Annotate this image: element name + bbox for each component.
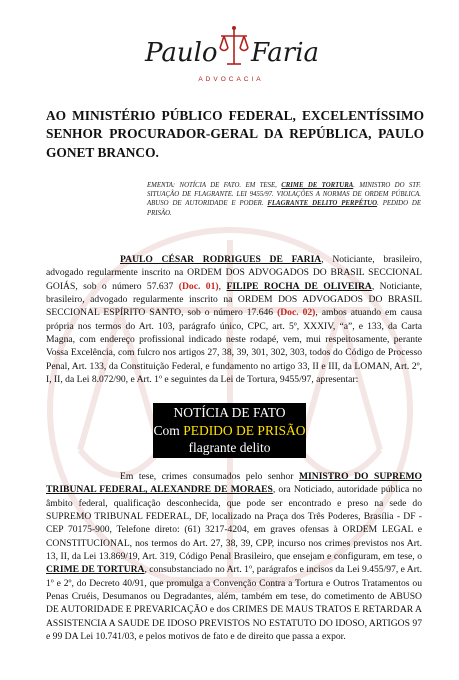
doc-reference-1: (Doc. 01) [178, 280, 219, 292]
paragraph-text: , consubstanciado no Art. 1º, parágrafos e incisos da Lei 9.455/97, e Art. 1º e 2º, do Decreto 40/91, que promulga a Convenção Contra a Tortura e Outros Tratamentos ou Penas Cruéis, Desumanos ou Degradantes, além, também em tese, do cometimento de ABUSO DE AUTORIDADE E PREVARICAÇÃO e dos CRIMES DE MAUS TRATOS E RETARDAR A ASSISTENCIA A SAUDE DE IDOSO PREVISTOS NO ESTATUTO DO IDOSO, ARTIGOS 97 e 99 DA Lei 10.741/03, e pelos motivos de fato e de direito que passa a expor. [46, 564, 422, 643]
logo-subtitle: ADVOCACIA [198, 76, 264, 83]
paragraph-text: , ambos atuando em causa própria nos termos do Art. 103, parágrafo único, CPC, art. 5º, XXXIV, “a”, e 133, da Carta Magna, com endereço profissional indicado neste rodapé, vem, mui respeitosamente, perante Vossa Excelência, com fulcro nos artigos 27, 38, 39, 301, 302, 303, todos do Código de Processo Penal, Art. 133, da Constituição Federal, e fundamento no artigo 33, II e III, da LOMAN, Art. 2º, I, II, da Lei 8.072/90, e Art. 1º e seguintes da Lei de Tortura, 9455/97, apresentar: [46, 307, 422, 386]
ementa-summary [147, 181, 421, 218]
ementa-text: EMENTA: NOTÍCIA DE FATO. EM TESE, [147, 182, 282, 189]
logo-name-left: Paulo [145, 38, 218, 68]
ementa-text: . MINISTRO DO STF. SITUAÇÃO DE FLAGRANTE. LEI 9455/97. VIOLAÇÕES A NORMAS DE ORDEM PÚBLICA. ABUSO DE AUTORIDADE E PODER. [147, 182, 421, 208]
doc-reference-2: (Doc. 02) [277, 307, 316, 319]
addressee-heading: AO MINISTÉRIO PÚBLICO FEDERAL, EXCELENTÍSSIMO SENHOR PROCURADOR-GERAL DA REPÚBLICA, PAULO GONET BRANCO. [46, 108, 424, 160]
paragraph-text: , [218, 280, 227, 292]
crime-name: CRIME DE TORTURA [46, 564, 145, 576]
qualification-paragraph [46, 253, 422, 386]
petitioner-name-2: FILIPE ROCHA DE OLIVEIRA [226, 280, 372, 292]
paragraph-text: , ora Noticiado, autoridade pública no âmbito federal, qualificação desconhecida, que pode ser encontrado e preso na sede do SUPREMO TRIBUNAL FEDERAL, DF, localizado na Praça dos Três Poderes, Brasília - DF - CEP 70175-900, Telefone direto: (61) 3217-4204, em graves ofensas à ORDEM LEGAL e CONSTITUCIONAL, nos termos do Art. 27, 38, 39, CPP, incurso nos crimes previstos nos Art. 13, II, da Lei 13.869/19, Art. 319, Código Penal Brasileiro, que ensejam e configuram, em tese, o [46, 484, 422, 563]
title-line-3: flagrante delito [188, 440, 271, 455]
ementa-emphasis: FLAGRANTE DELITO PERPÉTUO [267, 200, 378, 208]
paragraph-text: , Noticiante, brasileiro, advogado regularmente inscrito na ORDEM DOS ADVOGADOS DO BRASIL SECCIONAL GOIÁS, sob o número 57.637 [46, 254, 422, 292]
paragraph-text: Em tese, crimes consumados pelo senhor [120, 471, 299, 482]
firm-logo [145, 20, 320, 83]
title-line-2-prefix: Com [153, 422, 184, 438]
ementa-text: . PEDIDO DE PRISÃO. [147, 200, 421, 217]
petitioner-name-1: PAULO CÉSAR RODRIGUES DE FARIA [120, 254, 322, 265]
title-line-2 [153, 422, 306, 440]
ementa-emphasis: CRIME DE TORTURA [281, 182, 354, 189]
title-line-1: NOTÍCIA DE FATO [173, 405, 286, 420]
respondent-name: MINISTRO DO SUPREMO TRIBUNAL FEDERAL, ALEXANDRE DE MORAES [46, 471, 423, 496]
title-line-2-highlight: PEDIDO DE PRISÃO [183, 422, 306, 438]
document-title-box [153, 403, 306, 458]
logo-name-right: Faria [251, 38, 320, 68]
paragraph-text: , Noticiante, brasileiro, advogado regularmente inscrito na ORDEM DOS ADVOGADOS DO BRASIL SECCIONAL ESPÍRITO SANTO, sob o número 17.646 [46, 280, 423, 319]
scales-icon [217, 24, 251, 68]
facts-paragraph [46, 470, 422, 643]
